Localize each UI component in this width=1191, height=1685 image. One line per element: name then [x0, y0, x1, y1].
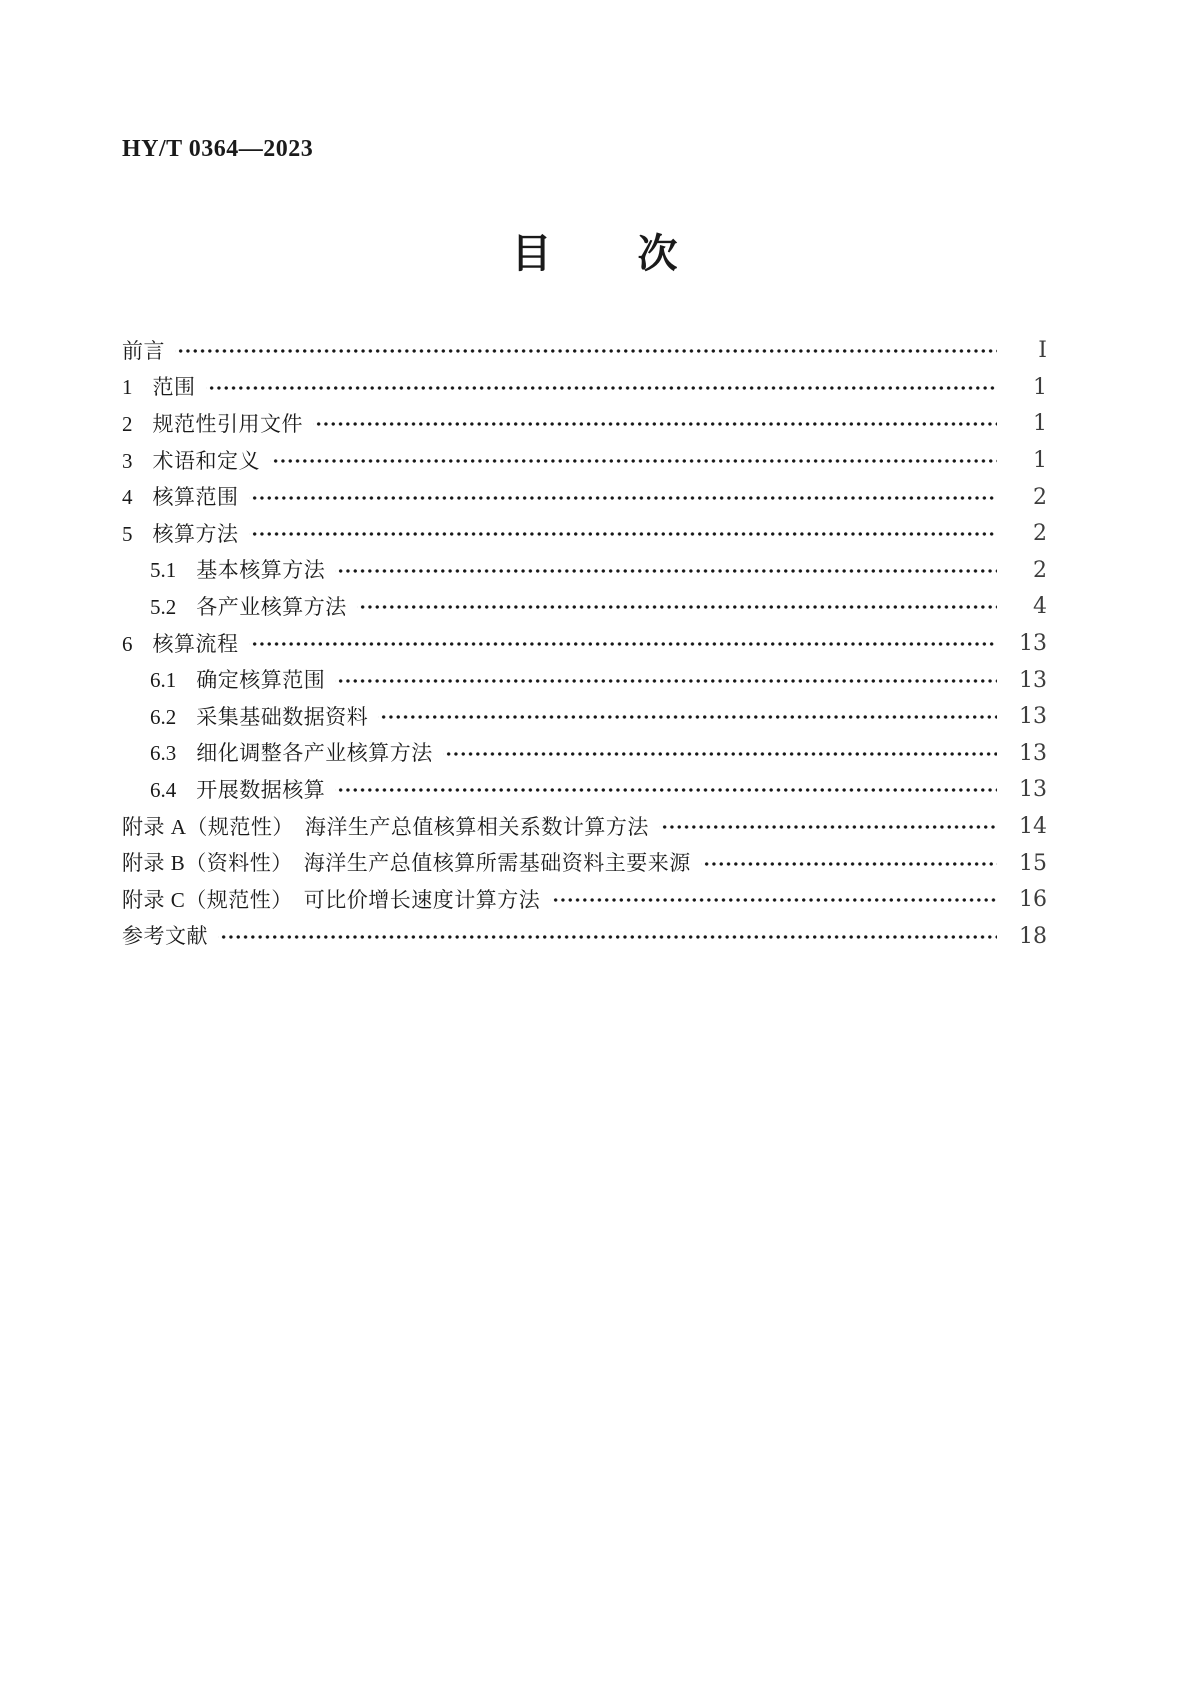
toc-entry: [122, 589, 1047, 626]
toc-entry: [122, 699, 1047, 736]
toc-entry-label: 采集基础数据资料: [196, 704, 369, 729]
toc-entry: [122, 662, 1047, 699]
toc-entry: [122, 443, 1047, 480]
toc-entry-page: 18: [1019, 923, 1047, 949]
toc-entry: [122, 809, 1047, 846]
toc-entry: [122, 479, 1047, 516]
toc-entry-label: 术语和定义: [152, 448, 260, 473]
toc-entry: [122, 553, 1047, 590]
toc-entry-label: 核算方法: [152, 521, 239, 546]
toc-dot-leader: [249, 639, 998, 649]
toc-entry: [122, 772, 1047, 809]
toc-entry: [122, 882, 1047, 919]
toc-dot-leader: [313, 419, 997, 429]
toc-dot-leader: [550, 895, 997, 905]
toc-dot-leader: [249, 529, 998, 539]
toc-entry-label: 核算流程: [152, 631, 239, 656]
toc-entry-number: 6.4: [150, 777, 177, 802]
toc-entry-page: 2: [1033, 557, 1047, 583]
toc-entry-number: 3: [122, 448, 133, 473]
toc-entry-page: Ⅰ: [1038, 338, 1047, 364]
toc-entry-number: 6.2: [150, 704, 177, 729]
toc-entry: [122, 736, 1047, 773]
toc-entry: [122, 370, 1047, 407]
toc-dot-leader: [249, 493, 998, 503]
toc-entry-page: 13: [1019, 704, 1047, 730]
toc-dot-leader: [335, 566, 997, 576]
toc-entry: [122, 516, 1047, 553]
toc-entry-page: 2: [1033, 484, 1047, 510]
toc-dot-leader: [206, 383, 998, 393]
toc-entry-page: 13: [1019, 667, 1047, 693]
toc-entry-number: 5: [122, 521, 133, 546]
toc-entry-label: 基本核算方法: [196, 558, 326, 583]
standard-number: HY/T 0364—2023: [122, 136, 314, 162]
toc-list: [122, 333, 1047, 955]
toc-entry-label: 附录 C（规范性） 可比价增长速度计算方法: [122, 887, 541, 912]
toc-entry-label: 附录 A（规范性） 海洋生产总值核算相关系数计算方法: [122, 814, 649, 839]
toc-entry-label: 核算范围: [152, 485, 239, 510]
toc-entry-label: 前言: [122, 338, 165, 363]
toc-dot-leader: [270, 456, 997, 466]
toc-entry: [122, 406, 1047, 443]
toc-dot-leader: [218, 932, 997, 942]
toc-entry-number: 5.1: [150, 558, 177, 583]
toc-entry-label: 附录 B（资料性） 海洋生产总值核算所需基础资料主要来源: [122, 851, 691, 876]
toc-entry-page: 1: [1033, 374, 1047, 400]
toc-entry-number: 1: [122, 375, 133, 400]
toc-entry-page: 13: [1019, 777, 1047, 803]
toc-entry-label: 规范性引用文件: [152, 411, 303, 436]
toc-entry-page: 1: [1033, 448, 1047, 474]
toc-entry-label: 开展数据核算: [196, 777, 326, 802]
toc-entry-page: 15: [1019, 850, 1047, 876]
toc-dot-leader: [335, 676, 997, 686]
toc-entry-page: 4: [1033, 594, 1047, 620]
toc-entry: [122, 626, 1047, 663]
toc-entry-page: 13: [1019, 631, 1047, 657]
toc-dot-leader: [701, 859, 997, 869]
toc-entry-label: 细化调整各产业核算方法: [196, 741, 433, 766]
toc-entry-number: 2: [122, 411, 133, 436]
toc-entry-number: 6.1: [150, 668, 177, 693]
toc-entry-page: 13: [1019, 740, 1047, 766]
page-title: 目 次: [511, 232, 680, 276]
toc-dot-leader: [175, 346, 997, 356]
toc-entry: [122, 919, 1047, 956]
toc-dot-leader: [659, 822, 997, 832]
toc-entry-number: 6.3: [150, 741, 177, 766]
toc-entry: [122, 845, 1047, 882]
toc-dot-leader: [378, 712, 997, 722]
toc-entry-label: 参考文献: [122, 924, 208, 949]
toc-entry-page: 2: [1033, 521, 1047, 547]
toc-entry: [122, 333, 1047, 370]
toc-dot-leader: [357, 602, 997, 612]
toc-entry-label: 范围: [152, 375, 196, 400]
toc-dot-leader: [443, 749, 997, 759]
toc-entry-number: 5.2: [150, 594, 177, 619]
toc-entry-page: 1: [1033, 411, 1047, 437]
toc-entry-page: 14: [1019, 814, 1047, 840]
toc-entry-label: 确定核算范围: [196, 668, 326, 693]
toc-dot-leader: [335, 785, 997, 795]
toc-entry-page: 16: [1019, 887, 1047, 913]
toc-entry-label: 各产业核算方法: [196, 594, 347, 619]
toc-entry-number: 6: [122, 631, 133, 656]
toc-entry-number: 4: [122, 485, 133, 510]
